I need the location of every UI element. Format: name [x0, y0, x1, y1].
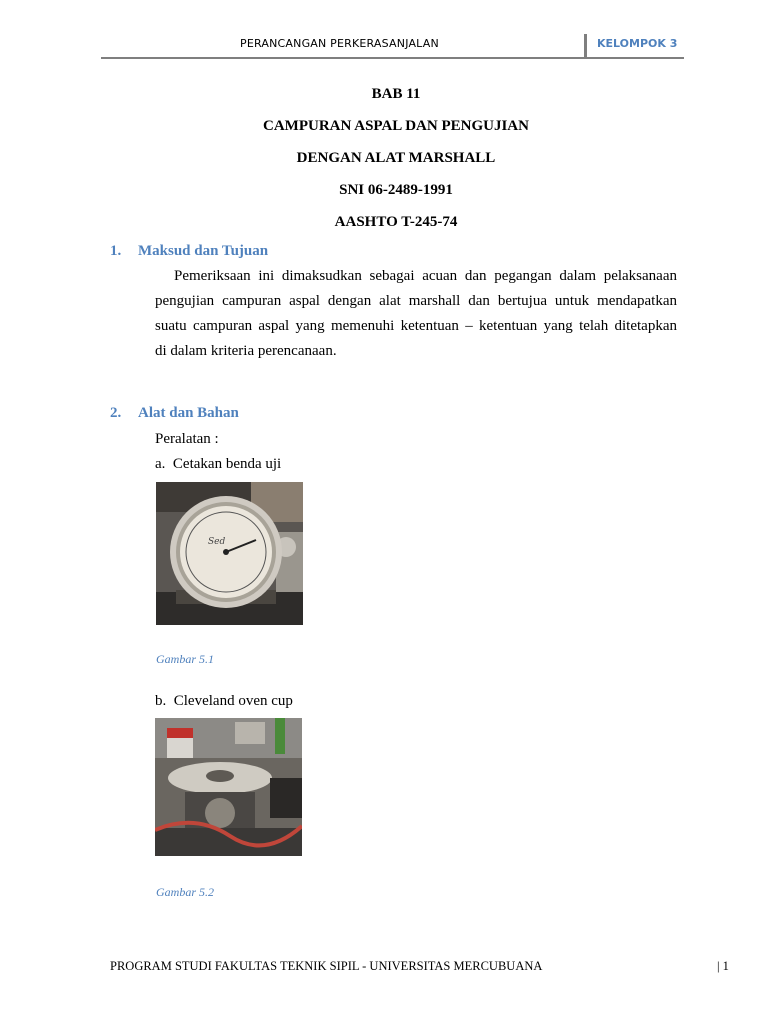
paragraph-line: suatu campuran aspal yang memenuhi ketentuan – ketentuan yang telah ditetapkan — [155, 318, 677, 334]
gauge-photo — [156, 482, 303, 625]
running-header-group: KELOMPOK 3 — [597, 37, 678, 50]
header-divider — [584, 34, 587, 58]
section-2-number: 2. — [110, 405, 122, 421]
burner-photo — [155, 718, 302, 856]
page-number: | 1 — [717, 959, 729, 973]
item-a-label: a. — [155, 456, 166, 472]
gauge-photo-illustration — [156, 482, 303, 625]
item-a — [155, 456, 281, 473]
title-line-2: DENGAN ALAT MARSHALL — [296, 150, 496, 166]
footer-program: PROGRAM STUDI FAKULTAS TEKNIK SIPIL - UNIVERSITAS MERCUBUANA — [110, 959, 543, 973]
item-b — [155, 693, 293, 710]
item-a-text: Cetakan benda uji — [172, 456, 282, 472]
svg-text:Sed: Sed — [208, 537, 226, 547]
standard-sni: SNI 06-2489-1991 — [339, 182, 453, 198]
item-b-label: b. — [155, 693, 167, 709]
running-header-title: PERANCANGAN PERKERASANJALAN — [240, 37, 439, 50]
paragraph-line: Pemeriksaan ini dimaksudkan sebagai acuan dan pegangan dalam pelaksanaan — [174, 268, 677, 284]
section-1-number: 1. — [110, 243, 122, 259]
title-line-1: CAMPURAN ASPAL DAN PENGUJIAN — [263, 118, 529, 134]
standard-aashto: AASHTO T-245-74 — [334, 214, 458, 230]
caption-figure-5-1: Gambar 5.1 — [156, 652, 215, 666]
caption-figure-5-2: Gambar 5.2 — [156, 885, 215, 899]
item-b-text: Cleveland oven cup — [173, 693, 293, 709]
equipment-intro: Peralatan : — [155, 431, 219, 447]
paragraph-line: di dalam kriteria perencanaan. — [155, 343, 337, 359]
section-1-title: Maksud dan Tujuan — [138, 243, 269, 259]
chapter-title: BAB 11 — [371, 86, 421, 102]
section-2-title: Alat dan Bahan — [138, 405, 239, 421]
header-rule — [101, 57, 684, 59]
paragraph-line: pengujian campuran aspal dengan alat marshall dan bertujua untuk mendapatkan — [155, 293, 677, 309]
burner-photo-illustration — [155, 718, 302, 856]
section-1-paragraph — [155, 264, 677, 364]
